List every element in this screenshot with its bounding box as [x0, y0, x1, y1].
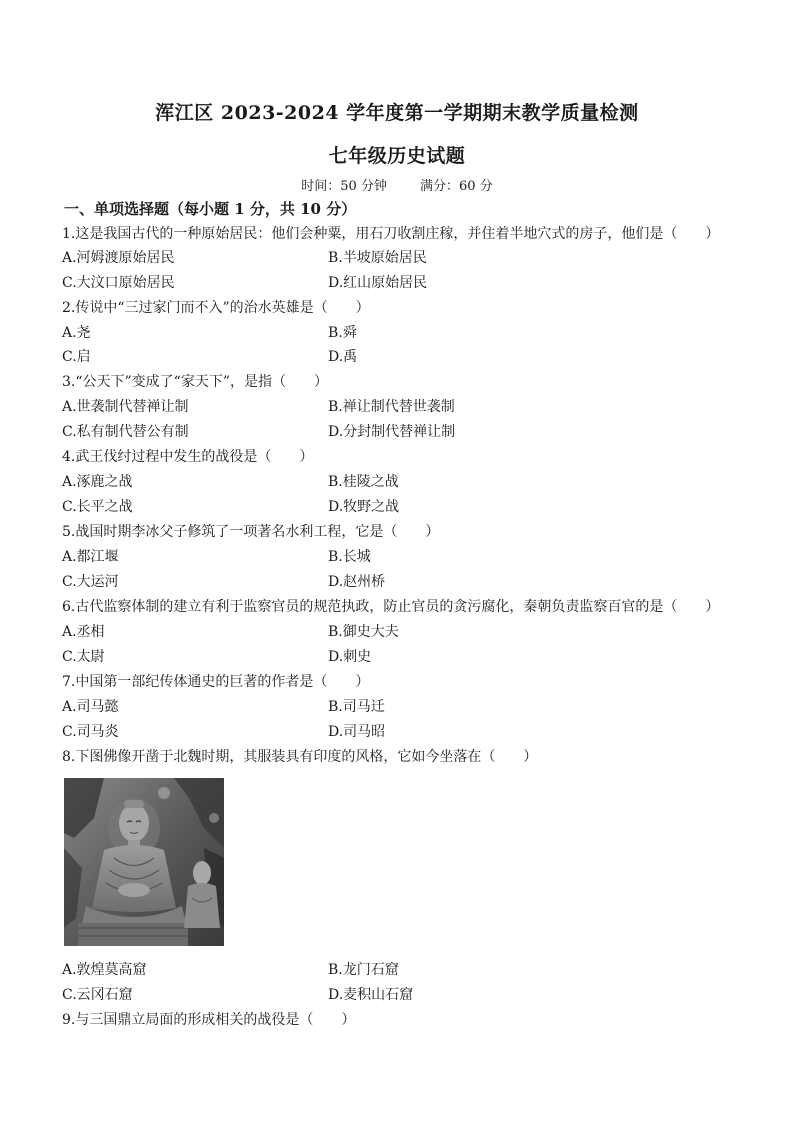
- exam-meta: [0, 175, 794, 194]
- question-stem: 2.传说中“三过家门而不入”的治水英雄是（ ）: [62, 300, 370, 316]
- question-stem: 3.“公天下”变成了“家天下”，是指（ ）: [62, 374, 328, 390]
- option-a: A.司马懿: [62, 699, 119, 715]
- option-b: B.龙门石窟: [328, 962, 399, 978]
- option-a: A.都江堰: [62, 549, 119, 565]
- option-d: D.红山原始居民: [328, 275, 428, 291]
- option-a: A.世袭制代替禅让制: [62, 399, 189, 415]
- exam-time: 时间：50 分钟: [301, 179, 387, 194]
- exam-subtitle: 七年级历史试题: [328, 145, 466, 167]
- question-stem: 4.武王伐纣过程中发生的战役是（ ）: [62, 449, 314, 465]
- option-d: D.分封制代替禅让制: [328, 424, 456, 440]
- question-stem: 1.这是我国古代的一种原始居民：他们会种粟，用石刀收割庄稼，并住着半地穴式的房子，他们是（ ）: [62, 226, 720, 242]
- option-d: D.禹: [328, 349, 358, 365]
- option-b: B.禅让制代替世袭制: [328, 399, 455, 415]
- option-d: D.刺史: [328, 649, 372, 665]
- option-c: C.大运河: [62, 574, 119, 590]
- option-b: B.桂陵之战: [328, 474, 399, 490]
- option-c: C.私有制代替公有制: [62, 424, 189, 440]
- option-c: C.大汶口原始居民: [62, 275, 175, 291]
- question-stem: 6.古代监察体制的建立有利于监察官员的规范执政，防止官员的贪污腐化，秦朝负责监察百官的是（ ）: [62, 599, 720, 615]
- exam-title: 浑江区 2023-2024 学年度第一学期期末教学质量检测: [155, 102, 639, 124]
- exam-score: 满分：60 分: [420, 179, 493, 194]
- question-stem: 7.中国第一部纪传体通史的巨著的作者是（ ）: [62, 674, 370, 690]
- option-c: C.长平之战: [62, 499, 133, 515]
- option-c: C.启: [62, 349, 91, 365]
- option-a: A.涿鹿之战: [62, 474, 133, 490]
- option-a: A.敦煌莫高窟: [62, 962, 147, 978]
- option-d: D.麦积山石窟: [328, 987, 414, 1003]
- question-stem: 5.战国时期李冰父子修筑了一项著名水利工程，它是（ ）: [62, 524, 440, 540]
- buddha-statue-photo: [64, 778, 224, 946]
- option-d: D.赵州桥: [328, 574, 386, 590]
- option-b: B.舜: [328, 325, 357, 341]
- option-a: A.河姆渡原始居民: [62, 250, 175, 266]
- question-stem: 9.与三国鼎立局面的形成相关的战役是（ ）: [62, 1012, 356, 1028]
- buddha-statue-image: [64, 778, 224, 946]
- option-b: B.半坡原始居民: [328, 250, 427, 266]
- section-heading: 一、单项选择题（每小题 1 分，共 10 分）: [64, 200, 357, 218]
- option-d: D.牧野之战: [328, 499, 400, 515]
- option-c: C.司马炎: [62, 724, 119, 740]
- option-c: C.云冈石窟: [62, 987, 133, 1003]
- option-a: A.丞相: [62, 624, 105, 640]
- option-b: B.御史大夫: [328, 624, 399, 640]
- option-b: B.长城: [328, 549, 371, 565]
- question-stem: 8.下图佛像开凿于北魏时期，其服装具有印度的风格，它如今坐落在（ ）: [62, 749, 538, 765]
- option-d: D.司马昭: [328, 724, 386, 740]
- option-b: B.司马迁: [328, 699, 385, 715]
- option-a: A.尧: [62, 325, 91, 341]
- option-c: C.太尉: [62, 649, 105, 665]
